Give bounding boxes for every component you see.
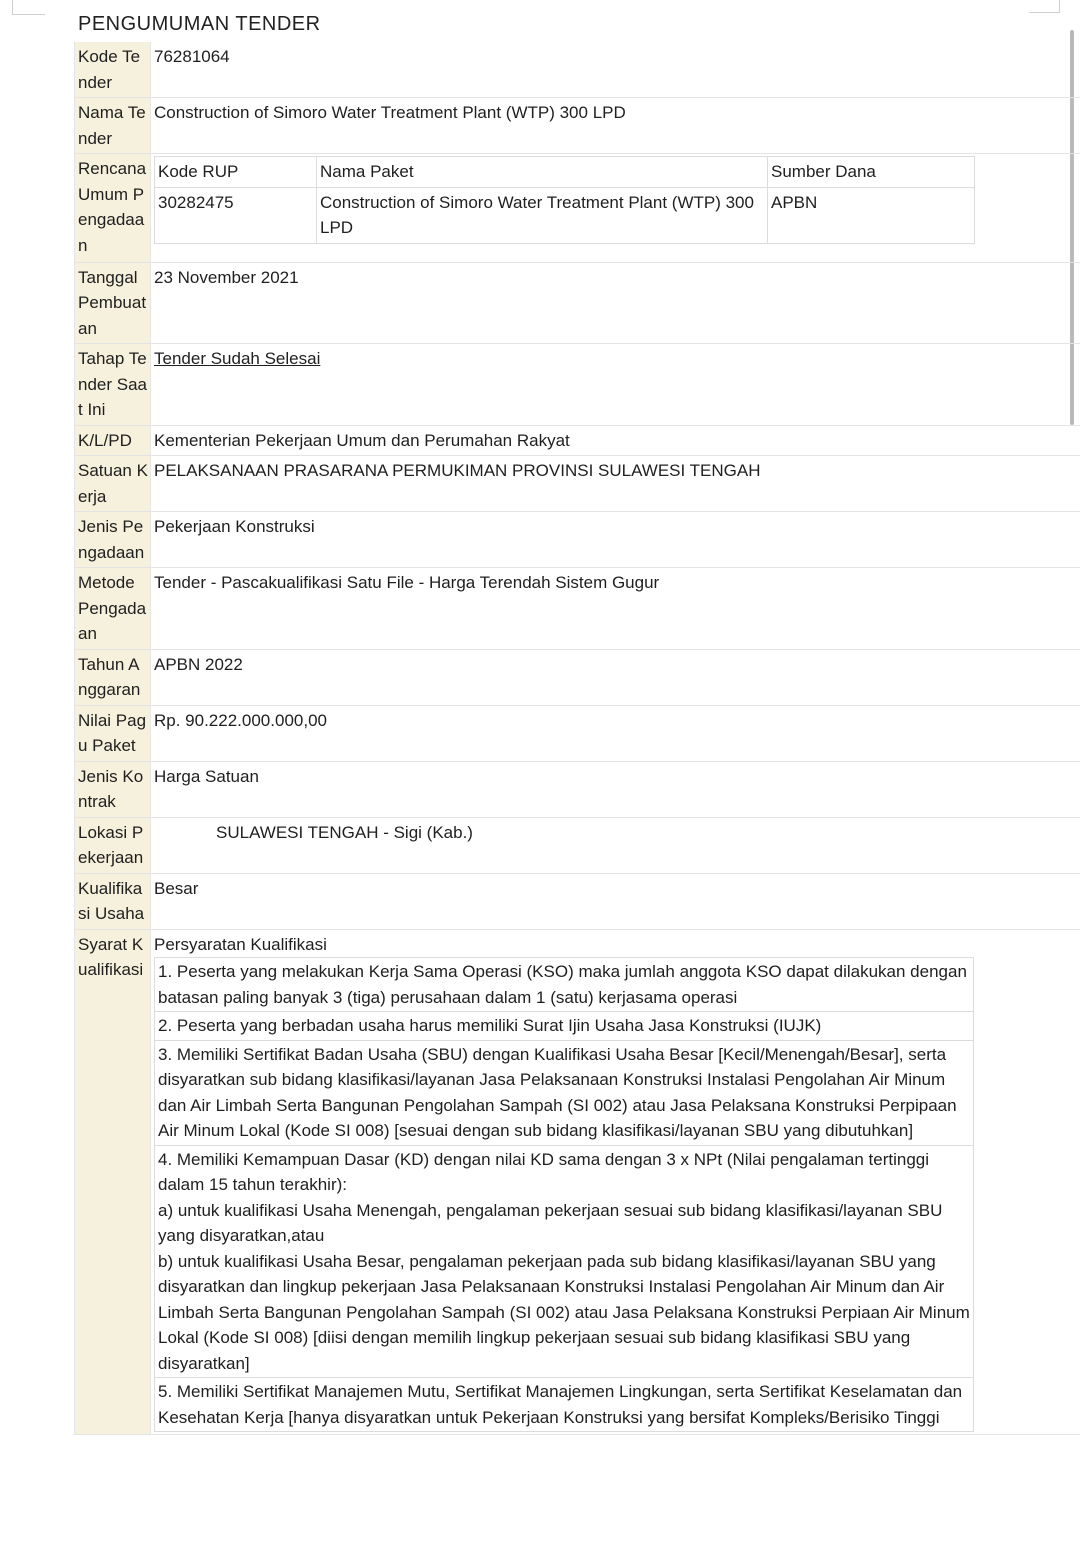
syarat-heading: Persyaratan Kualifikasi (154, 934, 327, 954)
page-title: PENGUMUMAN TENDER (78, 13, 321, 35)
label-kode-tender: Kode Tender (75, 42, 151, 98)
requirement-row (155, 1040, 974, 1145)
requirement-row (155, 1378, 974, 1432)
tahap-cell (151, 344, 1080, 426)
label-tanggal: Tanggal Pembuatan (75, 262, 151, 344)
label-kontrak: Jenis Kontrak (75, 761, 151, 817)
row-nilai (75, 705, 1080, 761)
row-tanggal (75, 262, 1080, 344)
requirement-row (155, 1145, 974, 1378)
value-tahun: APBN 2022 (151, 649, 1080, 705)
rup-nama: Construction of Simoro Water Treatment Plant (WTP) 300 LPD (317, 187, 768, 243)
requirement-5: 5. Memiliki Sertifikat Manajemen Mutu, Sertifikat Manajemen Lingkungan, serta Sertifikat Keselamatan dan Kesehatan Kerja [hanya disyaratkan untuk Pekerjaan Konstruksi yang bersifat Kompleks/Berisiko Tinggi (155, 1378, 974, 1432)
row-tahap (75, 344, 1080, 426)
requirement-3: 3. Memiliki Sertifikat Badan Usaha (SBU) dengan Kualifikasi Usaha Besar [Kecil/Menengah/Besar], serta disyaratkan sub bidang klasifikasi/layanan Jasa Pelaksanaan Konstruksi Instalasi Pengolahan Air Minum dan Air Limbah Serta Bangunan Pengolahan Sampah (SI 002) atau Jasa Pelaksana Konstruksi Perpipaan Air Minum Lokal (Kode SI 008) [sesuai dengan sub bidang klasifikasi/layanan SBU yang dibutuhkan] (155, 1040, 974, 1145)
label-metode: Metode Pengadaan (75, 568, 151, 650)
row-kontrak (75, 761, 1080, 817)
value-jenis-pengadaan: Pekerjaan Konstruksi (151, 512, 1080, 568)
row-syarat (75, 929, 1080, 1435)
label-tahun: Tahun Anggaran (75, 649, 151, 705)
label-nama-tender: Nama Tender (75, 98, 151, 154)
label-rup: Rencana Umum Pengadaan (75, 154, 151, 263)
rup-data-row (155, 187, 975, 243)
rup-kode: 30282475 (155, 187, 317, 243)
rup-table (154, 156, 975, 244)
value-kontrak: Harga Satuan (151, 761, 1080, 817)
row-jenis-pengadaan (75, 512, 1080, 568)
label-klpd: K/L/PD (75, 425, 151, 456)
requirement-4 (155, 1145, 974, 1378)
lokasi-cell (151, 817, 1080, 873)
rup-cell (151, 154, 1080, 263)
requirement-4-b: b) untuk kualifikasi Usaha Besar, pengalaman pekerjaan pada sub bidang klasifikasi/layanan SBU yang disyaratkan dan lingkup pekerjaan Jasa Pelaksanaan Konstruksi Instalasi Pengolahan Air Minum dan Air Limbah Serta Bangunan Pengolahan Sampah (SI 002) atau Jasa Pelaksana Konstruksi Perpiaan Air Minum Lokal (Kode SI 008) [diisi dengan memilih lingkup pekerjaan sesuai sub bidang klasifikasi SBU yang disyaratkan] (158, 1251, 970, 1373)
rup-header-row (155, 157, 975, 188)
row-rup (75, 154, 1080, 263)
value-kualifikasi: Besar (151, 873, 1080, 929)
row-metode (75, 568, 1080, 650)
label-lokasi: Lokasi Pekerjaan (75, 817, 151, 873)
row-kualifikasi (75, 873, 1080, 929)
label-syarat: Syarat Kualifikasi (75, 929, 151, 1435)
row-kode-tender (75, 42, 1080, 98)
row-klpd (75, 425, 1080, 456)
value-metode: Tender - Pascakualifikasi Satu File - Harga Terendah Sistem Gugur (151, 568, 1080, 650)
page-corner-right (1029, 0, 1060, 13)
requirement-row (155, 958, 974, 1012)
rup-sumber: APBN (768, 187, 975, 243)
value-kode-tender: 76281064 (151, 42, 1080, 98)
requirement-4-a: a) untuk kualifikasi Usaha Menengah, pengalaman pekerjaan sesuai sub bidang klasifikasi/layanan SBU yang disyaratkan,atau (158, 1200, 943, 1245)
label-jenis-pengadaan: Jenis Pengadaan (75, 512, 151, 568)
label-nilai: Nilai Pagu Paket (75, 705, 151, 761)
requirements-table (154, 957, 974, 1432)
value-nama-tender: Construction of Simoro Water Treatment Plant (WTP) 300 LPD (151, 98, 1080, 154)
row-lokasi (75, 817, 1080, 873)
value-klpd: Kementerian Pekerjaan Umum dan Perumahan Rakyat (151, 425, 1080, 456)
requirement-4-main: 4. Memiliki Kemampuan Dasar (KD) dengan nilai KD sama dengan 3 x NPt (Nilai pengalaman tertinggi dalam 15 tahun terakhir): (158, 1149, 930, 1194)
tender-info-table (74, 42, 1080, 1435)
label-satuan: Satuan Kerja (75, 456, 151, 512)
tahap-link[interactable]: Tender Sudah Selesai (154, 349, 321, 368)
value-satuan: PELAKSANAAN PRASARANA PERMUKIMAN PROVINSI SULAWESI TENGAH (151, 456, 1080, 512)
requirement-1: 1. Peserta yang melakukan Kerja Sama Operasi (KSO) maka jumlah anggota KSO dapat dilakukan dengan batasan paling banyak 3 (tiga) perusahaan dalam 1 (satu) kerjasama operasi (155, 958, 974, 1012)
label-kualifikasi: Kualifikasi Usaha (75, 873, 151, 929)
rup-header-nama: Nama Paket (317, 157, 768, 188)
rup-header-kode: Kode RUP (155, 157, 317, 188)
page-corner-left (12, 0, 45, 15)
row-tahun (75, 649, 1080, 705)
value-nilai: Rp. 90.222.000.000,00 (151, 705, 1080, 761)
row-satuan (75, 456, 1080, 512)
requirement-2: 2. Peserta yang berbadan usaha harus memiliki Surat Ijin Usaha Jasa Konstruksi (IUJK) (155, 1012, 974, 1041)
requirement-row (155, 1012, 974, 1041)
rup-header-sumber: Sumber Dana (768, 157, 975, 188)
value-tanggal: 23 November 2021 (151, 262, 1080, 344)
syarat-cell (151, 929, 1080, 1435)
row-nama-tender (75, 98, 1080, 154)
label-tahap: Tahap Tender Saat Ini (75, 344, 151, 426)
value-lokasi: SULAWESI TENGAH - Sigi (Kab.) (216, 822, 473, 842)
